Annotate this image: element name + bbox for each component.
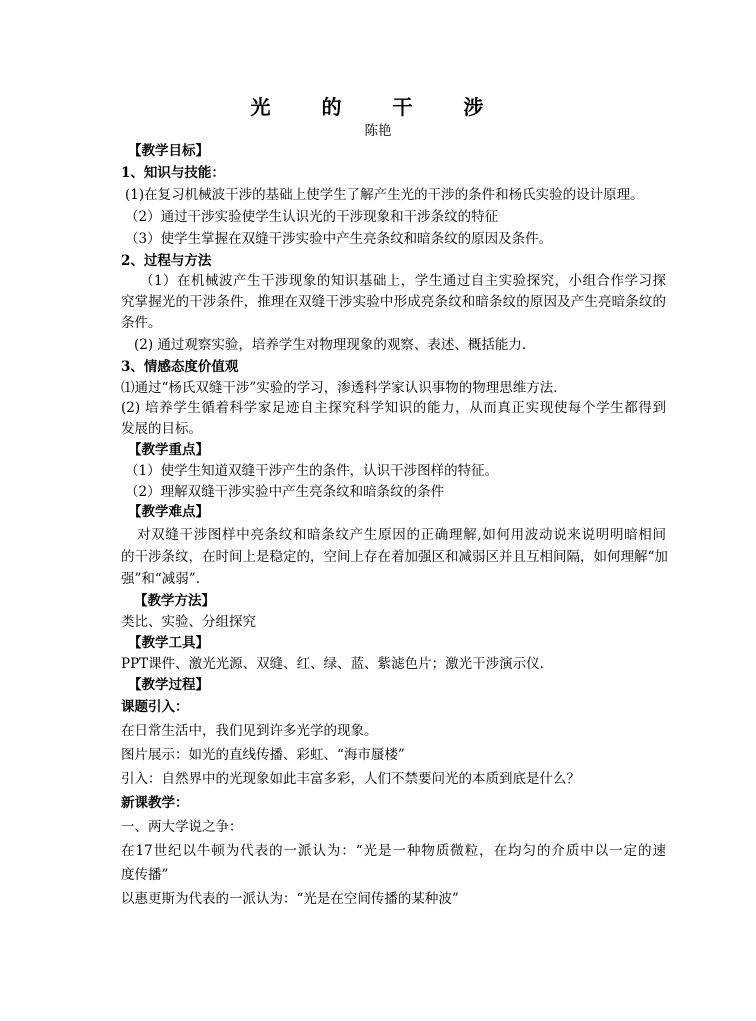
method-text: 类比、实验、分组探究 bbox=[121, 614, 256, 630]
knowledge-item-3: （3）使学生掌握在双缝干涉实验中产生亮条纹和暗条纹的原因及条件。 bbox=[125, 231, 553, 247]
new-lesson-line-3: 度传播” bbox=[121, 867, 169, 883]
difficulty-heading: 【教学难点】 bbox=[128, 504, 209, 520]
emotion-heading: 3、情感态度价值观 bbox=[121, 359, 239, 375]
process-item-2: (2) 通过观察实验，培养学生对物理现象的观察、表述、概括能力． bbox=[134, 337, 536, 353]
goals-heading: 【教学目标】 bbox=[128, 143, 209, 159]
tools-heading: 【教学工具】 bbox=[128, 635, 209, 651]
tools-text: PPT课件、激光光源、双缝、红、绿、蓝、紫滤色片；激光干涉演示仪． bbox=[121, 656, 554, 672]
new-lesson-line-4: 以惠更斯为代表的一派认为：“光是在空间传播的某种波” bbox=[121, 891, 459, 907]
teaching-process-heading: 【教学过程】 bbox=[128, 677, 209, 693]
intro-line-3: 引入：自然界中的光现象如此丰富多彩，人们不禁要问光的本质到底是什么？ bbox=[121, 771, 580, 787]
emotion-item-1: ⑴通过“杨氏双缝干涉”实验的学习，渗透科学家认识事物的物理思维方法． bbox=[121, 380, 567, 396]
difficulty-line-3: 强”和“减弱”. bbox=[121, 571, 200, 587]
difficulty-line-2: 的干涉条纹，在时间上是稳定的，空间上存在着加强区和减弱区并且互相间隔，如何理解“加 bbox=[121, 549, 668, 565]
author: 陈艳 bbox=[364, 123, 392, 139]
key-points-heading: 【教学重点】 bbox=[128, 442, 209, 458]
intro-line-2: 图片展示：如光的直线传播、彩虹、“海市蜃楼” bbox=[121, 747, 405, 763]
method-heading: 【教学方法】 bbox=[134, 593, 215, 609]
process-item-1-line-3: 条件。 bbox=[121, 315, 162, 331]
knowledge-heading: 1、知识与技能： bbox=[121, 165, 225, 181]
difficulty-line-1: 对双缝干涉图样中亮条纹和暗条纹产生原因的正确理解,如何用波动说来说明明暗相间 bbox=[137, 527, 666, 543]
process-item-1-line-1: （1）在机械波产生干涉现象的知识基础上，学生通过自主实验探究，小组合作学习探 bbox=[140, 273, 666, 289]
key-point-1: （1）使学生知道双缝干涉产生的条件，认识干涉图样的特征。 bbox=[125, 463, 499, 479]
intro-line-1: 在日常生活中，我们见到许多光学的现象。 bbox=[121, 723, 378, 739]
emotion-item-2-line-2: 发展的目标。 bbox=[121, 421, 202, 437]
page-title: 光 的 干 涉 bbox=[250, 95, 506, 119]
new-lesson-heading: 新课教学： bbox=[121, 795, 189, 811]
emotion-item-2-line-1: (2) 培养学生循着科学家足迹自主探究科学知识的能力，从而真正实现使每个学生都得到 bbox=[121, 400, 666, 416]
process-heading: 2、过程与方法 bbox=[121, 253, 212, 269]
new-lesson-line-2: 在17世纪以牛顿为代表的一派认为：“光是一种物质微粒，在均匀的介质中以一定的速 bbox=[121, 843, 666, 859]
process-item-1-line-2: 究掌握光的干涉条件，推理在双缝干涉实验中形成亮条纹和暗条纹的原因及产生亮暗条纹的 bbox=[121, 294, 666, 310]
knowledge-item-2: （2）通过干涉实验使学生认识光的干涉现象和干涉条纹的特征 bbox=[125, 209, 499, 225]
new-lesson-line-1: 一、两大学说之争： bbox=[121, 819, 243, 835]
intro-heading: 课题引入： bbox=[121, 699, 189, 715]
key-point-2: （2）理解双缝干涉实验中产生亮条纹和暗条纹的条件 bbox=[125, 484, 445, 500]
knowledge-item-1: (1)在复习机械波干涉的基础上使学生了解产生光的干涉的条件和杨氏实验的设计原理。 bbox=[125, 187, 644, 203]
